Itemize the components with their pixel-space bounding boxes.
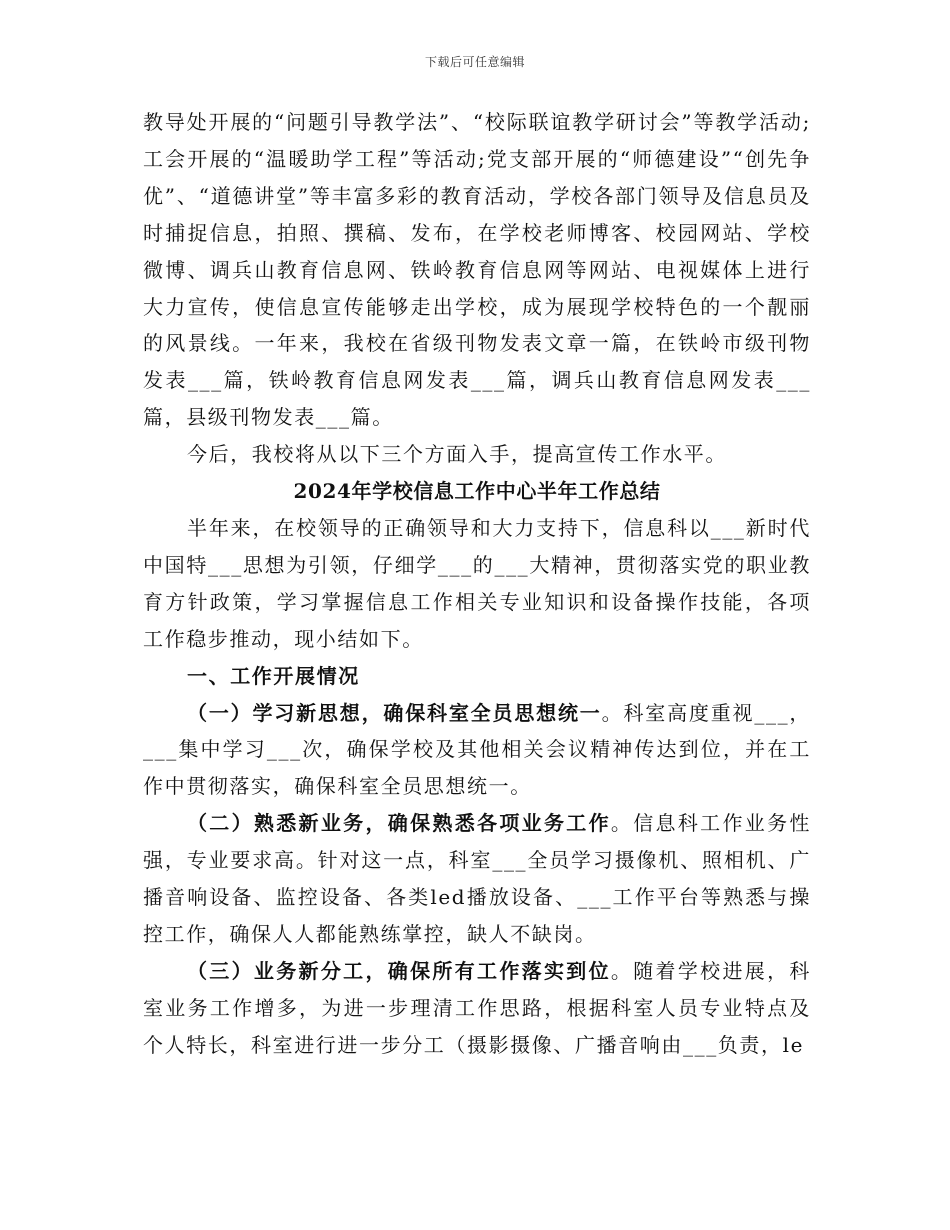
- item-3-paragraph: [143, 953, 811, 1064]
- document-title: 2024年学校信息工作中心半年工作总结: [293, 479, 661, 504]
- intro-paragraph: 半年来，在校领导的正确领导和大力支持下，信息科以___新时代中国特___思想为引领，仔细学___的___大精神，贯彻落实党的职业教育方针政策，学习掌握信息工作相关专业知识和设备操作技能，各项工作稳步推动，现小结如下。: [143, 515, 811, 651]
- item-3-body: 。随着学校进展，科室业务工作增多，为进一步理清工作思路，根据科室人员专业特点及个人特长，科室进行进一步分工（摄影摄像、广播音响由___负责，le: [143, 958, 811, 1057]
- section-1-heading: 一、工作开展情况: [187, 663, 360, 688]
- document-body: [143, 104, 811, 1064]
- item-1-heading: （一）学习新思想，确保科室全员思想统一: [187, 700, 602, 725]
- item-1-body: 。科室高度重视___，___集中学习___次，确保学校及其他相关会议精神传达到位，并在工作中贯彻落实，确保科室全员思想统一。: [143, 700, 811, 799]
- prev-paragraph-2: 今后，我校将从以下三个方面入手，提高宣传工作水平。: [187, 442, 727, 467]
- item-2-heading: （二）熟悉新业务，确保熟悉各项业务工作: [187, 811, 611, 836]
- item-2-paragraph: [143, 805, 811, 953]
- item-3-heading: （三）业务新分工，确保所有工作落实到位: [187, 958, 611, 983]
- item-2-body: 。信息科工作业务性强，专业要求高。针对这一点，科室___全员学习摄像机、照相机、广播音响设备、监控设备、各类led播放设备、___工作平台等熟悉与操控工作，确保人人都能熟练掌控，缺人不缺岗。: [143, 811, 811, 946]
- page-header: 下载后可任意编辑: [424, 55, 525, 69]
- item-1-paragraph: [143, 695, 811, 806]
- prev-paragraph-1: 教导处开展的“问题引导教学法”、“校际联谊教学研讨会”等教学活动;工会开展的“温暖助学工程”等活动;党支部开展的“师德建设”“创先争优”、“道德讲堂”等丰富多彩的教育活动，学校各部门领导及信息员及时捕捉信息，拍照、撰稿、发布，在学校老师博客、校园网站、学校微博、调兵山教育信息网、铁岭教育信息网等网站、电视媒体上进行大力宣传，使信息宣传能够走出学校，成为展现学校特色的一个靓丽的风景线。一年来，我校在省级刊物发表文章一篇，在铁岭市级刊物发表___篇，铁岭教育信息网发表___篇，调兵山教育信息网发表___篇，县级刊物发表___篇。: [143, 110, 811, 430]
